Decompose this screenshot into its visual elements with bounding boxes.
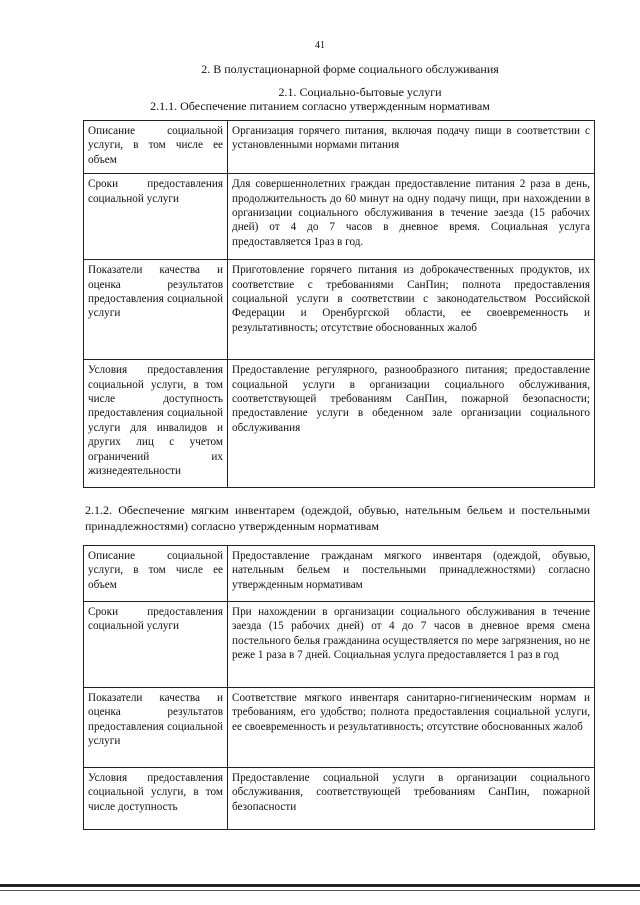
- row-label: Показатели качества и оценка результатов предоставления социальной услуги: [84, 260, 228, 360]
- row-label: Описание социальной услуги, в том числе ее объем: [84, 121, 228, 174]
- footer-divider-thin: [0, 890, 640, 891]
- table-row: [84, 688, 595, 768]
- item-title-2-1-2: 2.1.2. Обеспечение мягким инвентарем (одеждой, обувью, нательным бельем и постельными принадлежностями) согласно утвержденным нормативам: [85, 503, 590, 533]
- service-table-soft-inventory: [83, 545, 595, 830]
- table-row: [84, 768, 595, 830]
- row-value: При нахождении в организации социального обслуживания в течение заезда (15 рабочих дней) от 4 до 7 часов в дневное время смена постельного белья гражданина осуществляется по мере загрязнения, но не реже 1 раза в 7 дней. Социальная услуга предоставляется 1 раз в год: [228, 602, 595, 688]
- section-title: 2. В полустационарной форме социального обслуживания: [201, 62, 499, 76]
- row-value: Соответствие мягкого инвентаря санитарно-гигиеническим нормам и требованиям, его удобство; полнота предоставления социальной услуги, ее своевременность и результативность; отсутствие обоснованных жалоб: [228, 688, 595, 768]
- table-row: [84, 546, 595, 602]
- row-label: Показатели качества и оценка результатов предоставления социальной услуги: [84, 688, 228, 768]
- row-value: Предоставление гражданам мягкого инвентаря (одеждой, обувью, нательным бельем и постельными принадлежностями) согласно утвержденным нормативам: [228, 546, 595, 602]
- row-label: Условия предоставления социальной услуги, в том числе доступность: [84, 768, 228, 830]
- row-value: Организация горячего питания, включая подачу пищи в соответствии с установленными нормами питания: [228, 121, 595, 174]
- table-row: [84, 602, 595, 688]
- footer-divider: [0, 884, 640, 887]
- row-value: Предоставление социальной услуги в организации социального обслуживания, соответствующей требованиям СанПин, пожарной безопасности: [228, 768, 595, 830]
- row-label: Описание социальной услуги, в том числе ее объем: [84, 546, 228, 602]
- table-row: [84, 174, 595, 260]
- row-label: Сроки предоставления социальной услуги: [84, 174, 228, 260]
- row-value: Для совершеннолетних граждан предоставление питания 2 раза в день, продолжительность до 60 минут на одну подачу пищи, при нахождении в организации социального обслуживания в течение заезда (15 рабочих дней) от 4 до 7 часов в дневное время. Социальная услуга предоставляется 1раз в год.: [228, 174, 595, 260]
- row-label: Сроки предоставления социальной услуги: [84, 602, 228, 688]
- subsection-title: 2.1. Социально-бытовые услуги: [278, 85, 442, 99]
- row-label: Условия предоставления социальной услуги, в том числе доступность предоставления социальной услуги для инвалидов и других лиц с учетом ограничений их жизнедеятельности: [84, 360, 228, 488]
- table-row: [84, 260, 595, 360]
- table-row: [84, 360, 595, 488]
- item-title-2-1-1: 2.1.1. Обеспечение питанием согласно утвержденным нормативам: [150, 99, 490, 113]
- row-value: Приготовление горячего питания из доброкачественных продуктов, их соответствие с требованиями СанПин; полнота предоставления социальной услуги в соответствии с законодательством Российской Федерации и Оренбургской области, ее своевременность и результативность; отсутствие обоснованных жалоб: [228, 260, 595, 360]
- table-row: [84, 121, 595, 174]
- page-number: 41: [315, 40, 325, 51]
- row-value: Предоставление регулярного, разнообразного питания; предоставление социальной услуги в организации социального обслуживания, соответствующей требованиям СанПин, пожарной безопасности; предоставление услуги в обеденном зале организации социального обслуживания: [228, 360, 595, 488]
- service-table-food: [83, 120, 595, 488]
